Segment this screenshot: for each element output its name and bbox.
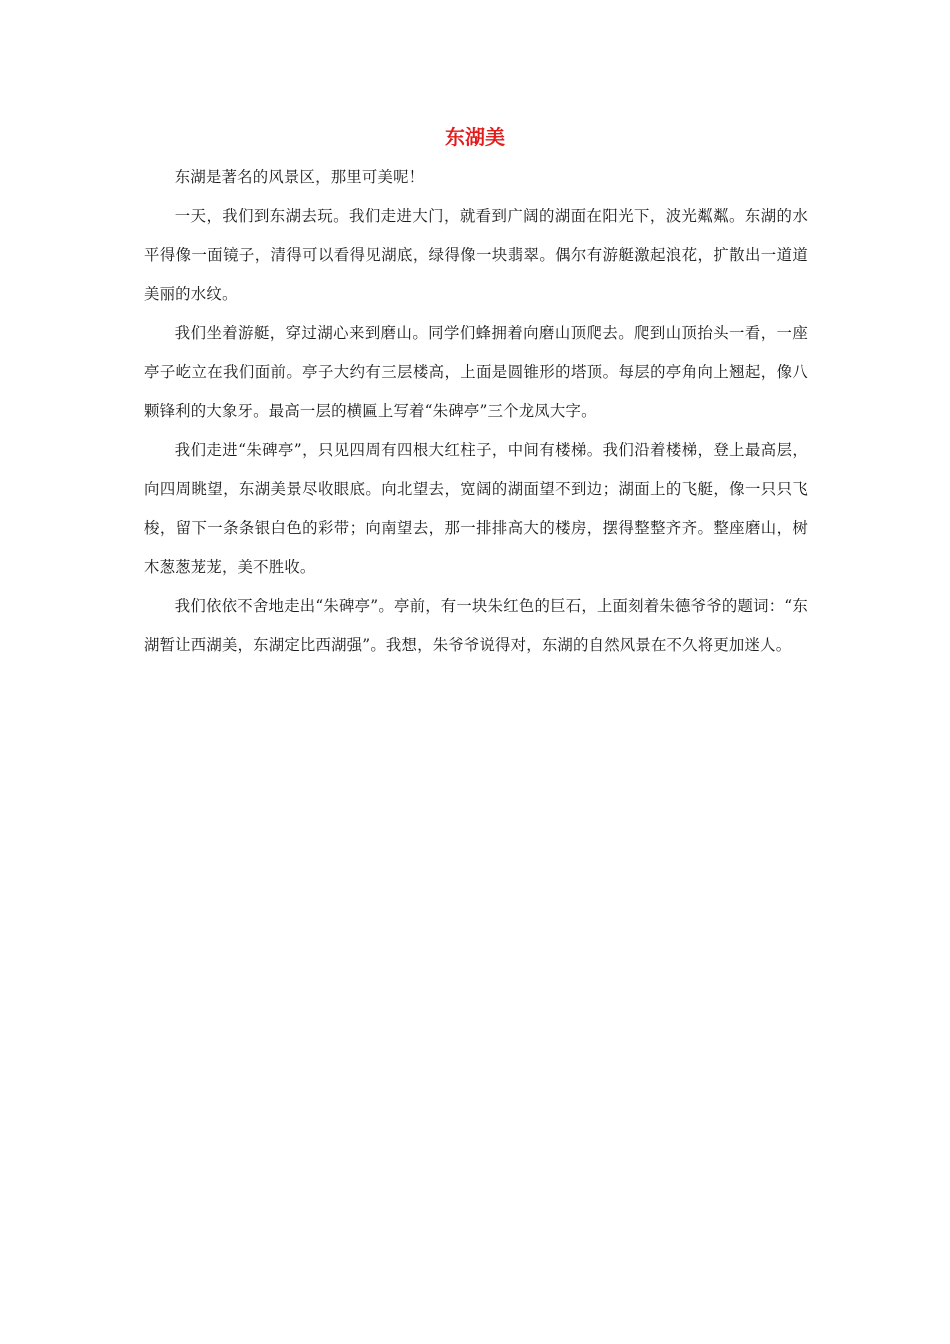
paragraph-4: 我们走进“朱碑亭”，只见四周有四根大红柱子，中间有楼梯。我们沿着楼梯，登上最高层，向四周眺望，东湖美景尽收眼底。向北望去，宽阔的湖面望不到边；湖面上的飞艇，像一只只飞梭，留下一条条银白色的彩带；向南望去，那一排排高大的楼房，摆得整整齐齐。整座磨山，树木葱葱茏茏，美不胜收。 <box>144 441 808 576</box>
document-body <box>144 158 808 665</box>
paragraph-1: 东湖是著名的风景区，那里可美呢！ <box>174 168 425 186</box>
paragraph-5: 我们依依不舍地走出“朱碑亭”。亭前，有一块朱红色的巨石，上面刻着朱德爷爷的题词：“东湖暂让西湖美，东湖定比西湖强”。我想，朱爷爷说得对，东湖的自然风景在不久将更加迷人。 <box>144 597 808 654</box>
paragraph-2: 一天，我们到东湖去玩。我们走进大门，就看到广阔的湖面在阳光下，波光粼粼。东湖的水平得像一面镜子，清得可以看得见湖底，绿得像一块翡翠。偶尔有游艇激起浪花，扩散出一道道美丽的水纹。 <box>144 207 808 303</box>
paragraph-3: 我们坐着游艇，穿过湖心来到磨山。同学们蜂拥着向磨山顶爬去。爬到山顶抬头一看，一座亭子屹立在我们面前。亭子大约有三层楼高，上面是圆锥形的塔顶。每层的亭角向上翘起，像八颗锋利的大象牙。最高一层的横匾上写着“朱碑亭”三个龙凤大字。 <box>144 324 808 420</box>
document-title: 东湖美 <box>445 125 505 149</box>
